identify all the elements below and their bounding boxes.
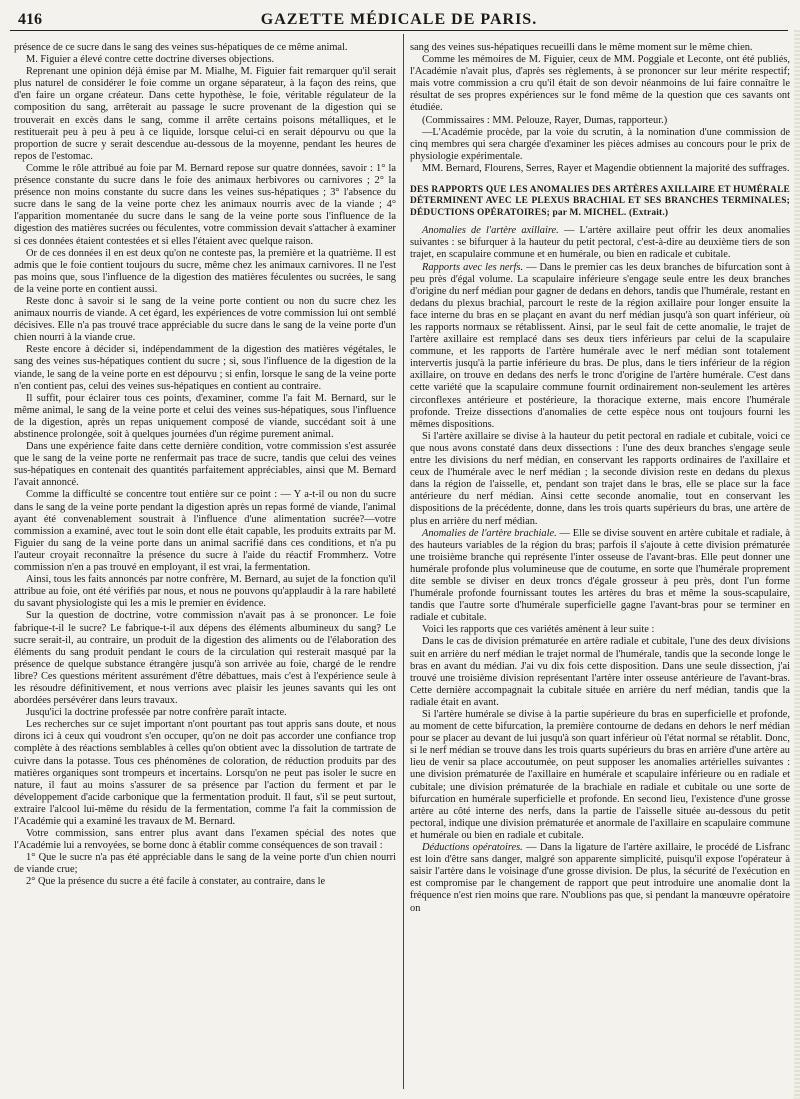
paragraph: Reprenant une opinion déjà émise par M. Mialhe, M. Figuier fait remarquer qu'il serait plus naturel de considérer le foie comme un organe séparateur, à la façon des reins, que d'en faire un organe créateur. Dans cette hypothèse, le foie, véritable régulateur de la composition du sang, arrêterait au passage le sucre provenant de la digestion qui se trouverait en excès dans le sang, comme il arrête certains poisons métalliques, et le restituerait peu à peu à peu à ce liquide, lorsque celui-ci en serait dépourvu ou que la proportion de sucre y serait descendue au-dessous de la moyenne, pendant les heures de repos de l'estomac. (14, 66, 396, 162)
paragraph-text: Si l'artère humérale se divise à la partie supérieure du bras en superficielle et profonde, au moment de cette bifurcation, la première contourne de dedans en dehors le nerf médian pour se placer au devant de lui jusqu'à son quart inférieur où l'état normal se rétablit. Donc, si le nerf médian se trouve dans les trois quarts supérieurs du bras en arrière d'une artère au lieu de venir sa place accoutumée, on peut supposer les anomalies artérielles suivantes : une division prématurée de l'axillaire en humérale et scapulaire inférieure ou en radiale et cubitale; une division prématurée de la brachiale en radiale et cubitale ou une sorte de bifurcation en humérale superficielle et profonde. En second lieu, l'existence d'une grosse artère au côté interne des nerfs, dans la partie de l'aisselle située au-dessous du petit pectoral, indique une division prématurée et anormale de l'axillaire en scapulaire commune et humérale ou bien en radiale et cubitale. (410, 709, 790, 841)
paragraph: 1° Que le sucre n'a pas été appréciable dans le sang de la veine porte d'un chien nourri de viande crue; (14, 852, 396, 876)
paragraph (410, 624, 790, 636)
paragraph: présence de ce sucre dans le sang des veines sus-hépatiques de ce même animal. (14, 42, 348, 53)
paragraph: Dans une expérience faite dans cette dernière condition, votre commission s'est assurée que le sang de la veine porte ne renfermait pas trace de sucre, tandis que celui des veines sus-hépatiques en contenait des quantités parfaitement appréciables, ainsi que M. Bernard l'avait annoncé. (14, 441, 396, 489)
paragraph: MM. Bernard, Flourens, Serres, Rayer et Magendie obtiennent la majorité des suffrages. (422, 162, 790, 174)
paragraph: Comme les mémoires de M. Figuier, ceux de MM. Poggiale et Leconte, ont été publiés, l'Académie n'avait plus, d'après ses règlements, à se prononcer sur leur mérite respectif; mais votre commission a cru qu'il était de son devoir néanmoins de lui faire connaître le résultat de ses propres expériences sur le fond même de la question que ces savants ont étudiée. (410, 54, 790, 114)
paragraph-text: — Dans le premier cas les deux branches de bifurcation sont à peu près d'égal volume. La scapulaire inférieure s'engage seule entre les deux branches d'origine du nerf médian pour gagner de dedans en dehors, tandis que l'humérale, restant en dedans du plexus brachial, parcourt le reste de la région axillaire pour longer ensuite la face interne du bras en se plaçant en avant du nerf médian jusqu'à son quart inférieur, où les rapports normaux se rétablissent. Ainsi, par le seul fait de cette anomalie, le trajet de l'artère axillaire est remplacé dans ses deux tiers inférieurs par celui de la scapulaire commune, et les rapports de l'artère humérale avec le nerf médian sont totalement intervertis jusqu'à la partie inférieure du bras. De plus, dans le tiers inférieur de la région axillaire, on trouve en dedans des nerfs le tronc d'origine de l'artère humérale. C'est dans cette variété que la scapulaire commune fournit ordinairement non-seulement les artères circonflexes antérieure et postérieure, la thoracique externe, mais encore l'humérale profonde. Treize dissections d'anomalies de cette espèce nous ont toujours fourni les mêmes dispositions. (410, 261, 790, 430)
paragraph (410, 262, 790, 431)
paragraph (410, 842, 790, 915)
page-header (10, 8, 788, 31)
paragraph-text: — Dans la ligature de l'artère axillaire, le procédé de Lisfranc est loin d'être sans danger, malgré son apparente simplicité, puisqu'il expose l'opérateur à saisir l'artère dans le voisinage d'une grosse division. De plus, la sécurité de l'exécution en est compromise par le changement de rapport que peut introduire une anomalie dont la fréquence n'est rien moins que rare. N'oublions pas que, si pendant la manœuvre opératoire on (410, 842, 790, 914)
journal-title: GAZETTE MÉDICALE DE PARIS. (260, 11, 538, 28)
right-intro (410, 42, 790, 175)
left-column (14, 42, 396, 1095)
column-divider (403, 34, 404, 1089)
paragraph (410, 225, 790, 261)
paragraph: Comme le rôle attribué au foie par M. Bernard repose sur quatre données, savoir : 1° la présence constante du sucre dans le foie des animaux herbivores ou carnivores ; 2° la présence non moins constante du sucre dans les veines sus-hépatiques ; 3° l'absence du sucre dans le sang de la veine porte chez les animaux nourris avec de la viande ; 4° l'apparition momentanée du sucre dans le sang de la veine porte sous l'influence de la digestion des matières sucrées ou féculentes, votre commission devait s'attacher à examiner si ces données étaient contestées et si elles l'étaient avec quelque raison. (14, 162, 396, 247)
paragraph: Ainsi, tous les faits annoncés par notre confrère, M. Bernard, au sujet de la fonction qu'il attribue au foie, ont été vérifiés par nous, et nous ne pouvons qu'applaudir à la rare habileté du savant physiologiste qui les a mis le premier en évidence. (14, 574, 396, 610)
paragraph: Reste encore à décider si, indépendamment de la digestion des matières végétales, le sang des veines sus-hépatiques contient du sucre ; si, sous l'influence de la digestion de la viande, le sang de la veine porte en est dépourvu ; si enfin, lorsque le sang de la veine porte n'en contient pas, celui des veines sus-hépatiques en contient au contraire. (14, 344, 396, 392)
right-column (410, 42, 790, 1095)
paragraph-lead: Rapports avec les nerfs. (422, 261, 524, 273)
paragraph: (Commissaires : MM. Pelouze, Rayer, Dumas, rapporteur.) (422, 114, 668, 126)
paragraph-text: Dans le cas de division prématurée en artère radiale et cubitale, l'une des deux divisions suit en arrière du nerf médian le trajet normal de l'humérale, tandis que la seconde longe le bras en avant du médian. J'ai vu dix fois cette disposition. Dans une seule dissection, j'ai trouvé une troisième division représentant l'artère inter osseuse antérieure de l'avant-bras. Cette dernière accompagnait la cubitale située en arrière du nerf médian, tandis que la radiale était en avant. (410, 636, 790, 708)
paragraph: Jusqu'ici la doctrine professée par notre confrère paraît intacte. (26, 707, 287, 719)
paragraph (410, 431, 790, 528)
paragraph: Il suffit, pour éclairer tous ces points, d'examiner, comme l'a fait M. Bernard, sur le même animal, le sang de la veine porte et celui des veines sus-hépatiques, sous l'influence de la digestion, après un repas uniquement composé de viande, succédant soit à une abstinence prolongée, soit à quelques journées d'un régime purement animal. (14, 392, 396, 440)
paragraph: Reste donc à savoir si le sang de la veine porte contient ou non du sucre chez les animaux nourris de viande. A cet égard, les expériences de votre commission lui ont semblé décisives. Elle n'a pas trouvé trace appréciable du sucre dans le sang de la veine porte d'un chien nourri à la viande crue. (14, 295, 396, 344)
paragraph: Votre commission, sans entrer plus avant dans l'examen spécial des notes que l'Académie lui a renvoyées, se borne donc à établir comme conséquences de son travail : (14, 828, 396, 852)
paragraph: M. Figuier a élevé contre cette doctrine diverses objections. (26, 54, 275, 66)
paragraph: sang des veines sus-hépatiques recueilli dans le même moment sur le même chien. (410, 42, 753, 53)
paragraph-lead: Déductions opératoires. (422, 842, 523, 854)
paragraph-text: Si l'artère axillaire se divise à la hauteur du petit pectoral en radiale et cubitale, voici ce que nous avons constaté dans deux dissections : l'une des deux branches s'engage seule entre les divisions du nerf médian, en conservant les rapports ordinaires de l'axillaire et ceux de l'humérale avec le nerf médian ; la seconde division reste en dedans du plexus dans la région de l'aisselle, et, pendant son trajet dans le bras, elle se place sur la face antérieure du nerf médian. Ainsi cette seconde anomalie, tout en conservant les dispositions de la précédente, donne, dans les trois quarts supérieurs du bras, une artère de plus en arrière du nerf médian. (410, 430, 790, 527)
section-heading: DES RAPPORTS QUE LES ANOMALIES DES ARTÈRES AXILLAIRE ET HUMÉRALE DÉTERMINENT AVEC LE PLEXUS BRACHIAL ET SES BRANCHES TERMINALES; DÉDUCTIONS OPÉRATOIRES; par M. MICHEL. (Extrait.) (410, 185, 790, 218)
paragraph-lead: Anomalies de l'artère axillaire. (422, 225, 559, 237)
page-edge (794, 30, 800, 1099)
paragraph: Or de ces données il en est deux qu'on ne conteste pas, la première et la quatrième. Il est admis que le foie contient toujours du sucre, même chez les animaux carnivores. Il ne l'est pas moins que, sous l'influence de la digestion des matières féculentes ou sucrées, le sang de la veine porte en contient aussi. (14, 247, 396, 295)
paragraph-text: — Elle se divise souvent en artère cubitale et radiale, à des hauteurs variables de la région du bras; parfois il s'ajoute à cette division prématurée une troisième branche qui représente l'inter osseuse de l'avant-bras. Elle peut donner une humérale profonde plus volumineuse que de coutume, en sorte que l'humérale proprement dite semble se diviser en deux troncs d'égale grosseur à peu près, dont l'un forme l'humérale profonde fournissant toutes les artères du bras et même la sous-scapulaire, tandis que l'autre sorte d'humérale superficielle gagne l'avant-bras pour se terminer en radiale et cubitale. (410, 527, 790, 624)
paragraph-text: — L'artère axillaire peut offrir les deux anomalies suivantes : se bifurquer à la hauteur du petit pectoral, c'est-à-dire au deuxième tiers de son trajet, en scapulaire commune et en humérale, ou bien en radicale et cubitale. (410, 225, 790, 261)
article-body (410, 225, 790, 914)
paragraph (410, 528, 790, 625)
paragraph: 2° Que la présence du sucre a été facile à constater, au contraire, dans le (26, 876, 326, 888)
paragraph-text: Voici les rapports que ces variétés amènent à leur suite : (422, 624, 655, 636)
paragraph: Les recherches sur ce sujet important n'ont pourtant pas tout appris sans doute, et nous dirons ici à ceux qui voudront s'en occuper, qu'on ne doit pas accorder une confiance trop complète à des réactions semblables à celles qu'on obtient avec la dissolution de tartrate de cuivre dans la potasse. Tous ces phénomènes de coloration, de réduction produits par des matières organiques sont trompeurs et incertains. Lorsqu'on ne peut pas isoler le sucre en nature, il faut au moins s'assurer de sa présence par l'action du ferment et par le développement d'acide carbonique que la fermentation produit. Il faut, s'il se peut surtout, extraire l'alcool lui-même du résidu de la fermentation, comme l'a fait la commission de l'Académie qui a examiné les travaux de M. Bernard. (14, 719, 396, 827)
paragraph: —L'Académie procède, par la voie du scrutin, à la nomination d'une commission de cinq membres qui sera chargée d'examiner les pièces admises au concours pour le prix de physiologie expérimentale. (410, 126, 790, 162)
page-number: 416 (18, 11, 42, 28)
paragraph-lead: Anomalies de l'artère brachiale. (422, 527, 557, 539)
paragraph: Comme la difficulté se concentre tout entière sur ce point : — Y a-t-il ou non du sucre dans le sang de la veine porte pendant la digestion après un repas formé de viande, l'animal ayant été convenablement soustrait à l'influence d'une alimentation sucrée?—votre commission a examiné, avec tout le soin dont elle était capable, les produits extraits par M. Figuier du sang de la veine porte dans un animal sacrifié dans ces conditions, et n'a pu l'auteur croyait reconnaître la présence du sucre à l'aide du réactif Frommherz. Votre commission n'en a pas trouvé en employant, il est vrai, la fermentation. (14, 489, 396, 574)
paragraph (410, 709, 790, 842)
paragraph: Sur la question de doctrine, votre commission n'avait pas à se prononcer. Le foie fabrique-t-il le sucre? Le fabrique-t-il aux dépens des éléments albumineux du sang? Le sucre serait-il, au contraire, un produit de la digestion des aliments ou de l'élaboration des éléments du sang produit pendant le cours de la circulation qui resterait masqué par la présence de quelque substance étrangère jusqu'à son arrivée au foie, chargé de le rendre libre? Ces questions méritent assurément d'être débattues, mais c'est à l'expérience seule à les résoudre définitivement, et nous verrions avec plaisir les jeunes savants qui les ont abordées persévérer dans leurs travaux. (14, 610, 396, 707)
paragraph (410, 636, 790, 709)
